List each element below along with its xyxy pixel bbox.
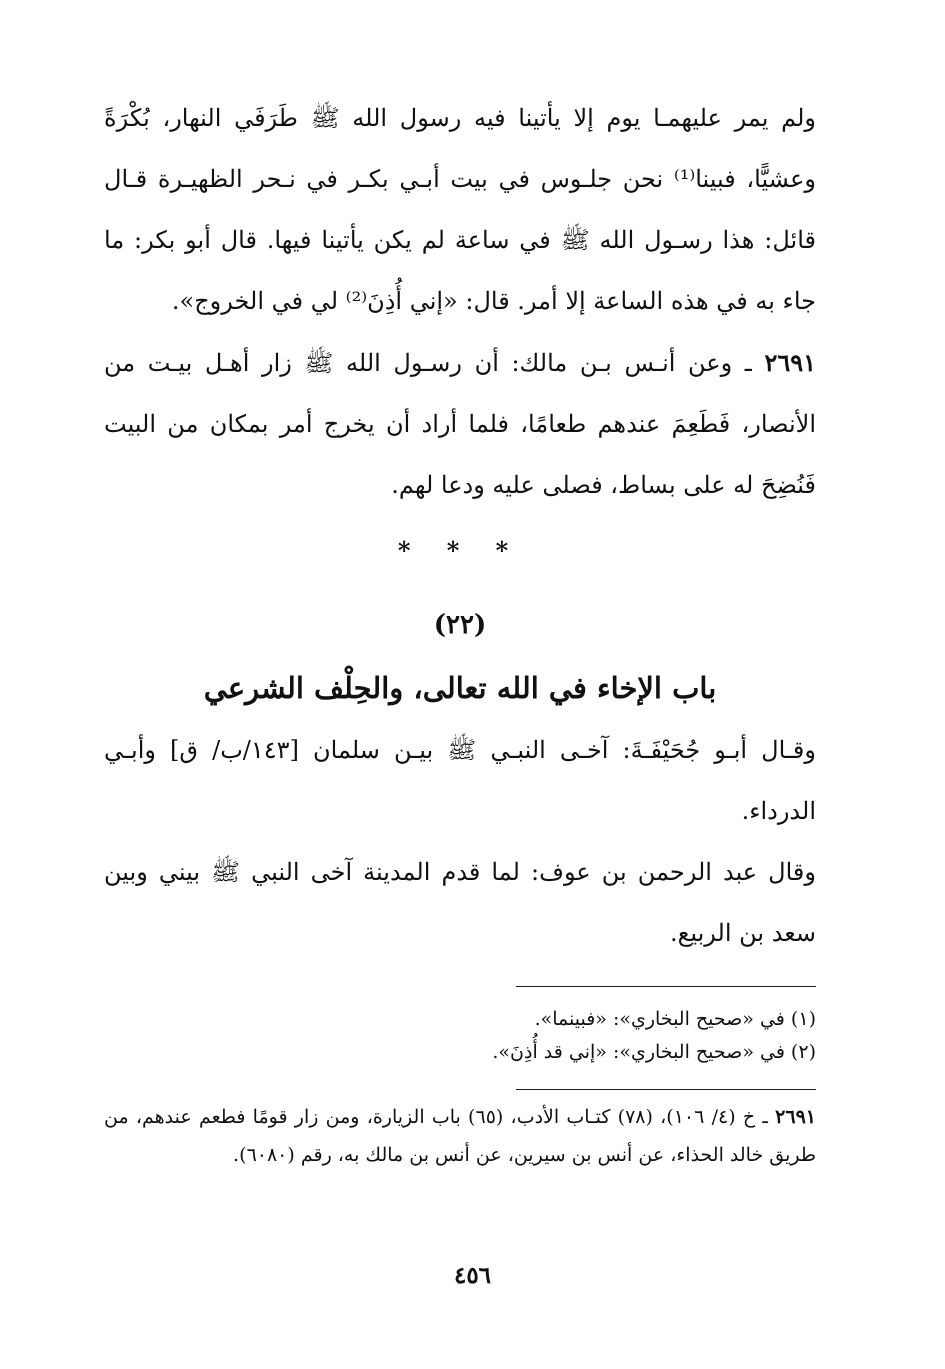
footnote-1: (١) في «صحيح البخاري»: «فبينما». [534,1008,816,1030]
chapter-number: (٢٢) [433,610,487,640]
chapter-title: باب الإخاء في الله تعالى، والحِلْف الشرعي [203,671,717,705]
takhrij-note [104,1098,816,1174]
chapter-paragraph-1: وقـال أبـو جُحَيْفَـةَ: آخـى النبـي ﷺ بيـن سلمان [١٤٣/ب/ ق] وأبـي الدرداء. [104,736,816,825]
footnote-2: (٢) في «صحيح البخاري»: «إني قد أُذِنَ». [492,1041,816,1063]
book-page [104,88,816,1348]
footnote-divider [516,986,816,987]
hadith-paragraph [104,332,816,516]
section-separator: * * * [397,536,523,565]
chapter-paragraph-2: وقال عبد الرحمن بن عوف: لما قدم المدينة آخى النبي ﷺ بيني وبين سعد بن الربيع. [104,858,816,947]
takhrij-text: ـ خ (٤/ ١٠٦)، (٧٨) كتـاب الأدب، (٦٥) باب الزيارة، ومن زار قومًا فطعم عندهم، من طريق خالد الحذاء، عن أنس بن سيرين، عن أنس بن مالك به، رقم (٦٠٨٠). [104,1106,816,1166]
hadith-number: ٢٦٩١ [764,348,816,377]
intro-paragraph: ولم يمر عليهمـا يوم إلا يأتينا فيه رسول الله ﷺ طَرَفَي النهار، بُكْرَةً وعشيًّا، فبينا⁽¹⁾ نحن جلـوس في بيت أبـي بكـر في نـحر الظهيـرة قـال قائل: هذا رسـول الله ﷺ في ساعة لم يكن يأتينا فيها. قال أبو بكر: ما جاء به في هذه الساعة إلا أمر. قال: «إني أُذِنَ⁽²⁾ لي في الخروج». [104,104,817,315]
takhrij-divider [516,1089,816,1090]
takhrij-number: ٢٦٩١ [775,1106,816,1128]
page-number: ٤٥٦ [453,1262,492,1289]
footnotes [104,1003,816,1069]
hadith-text: ـ وعن أنـس بـن مالك: أن رسـول الله ﷺ زار أهـل بيـت من الأنصار، فَطَعِمَ عندهم طعامًا، فلما أراد أن يخرج أمر بمكان من البيت فَنُضِحَ له على بساط، فصلى عليه ودعا لهم. [104,349,817,499]
